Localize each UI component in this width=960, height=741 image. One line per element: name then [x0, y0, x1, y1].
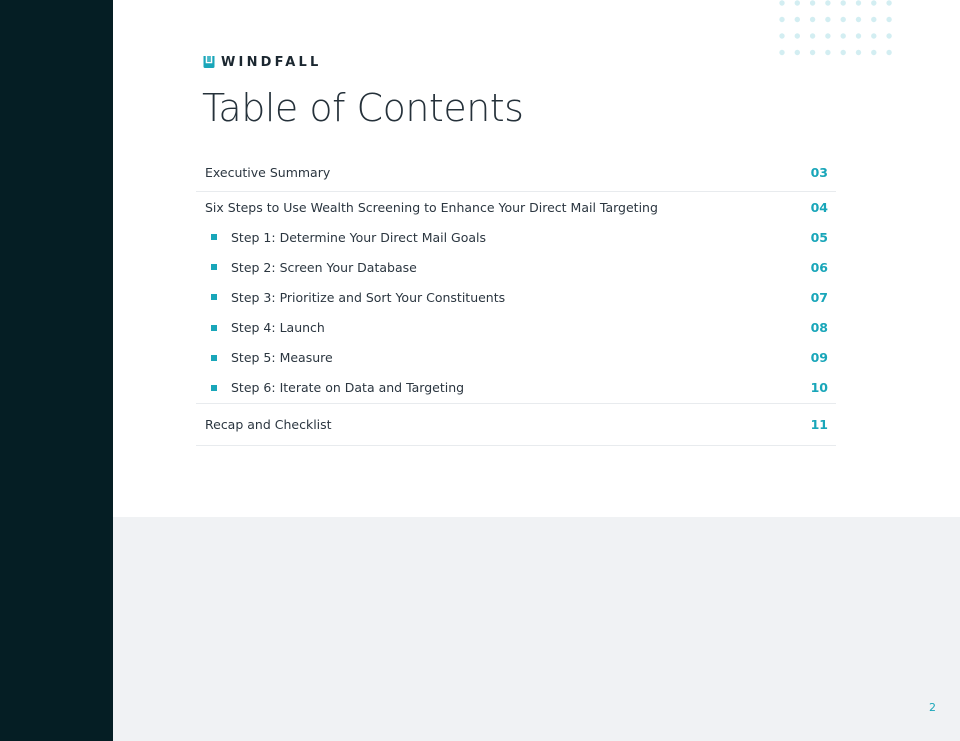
decorative-dot	[856, 33, 861, 38]
table-of-contents	[196, 153, 836, 446]
left-sidebar-band	[0, 0, 113, 741]
square-bullet-icon	[211, 325, 217, 331]
brand-name: WINDFALL	[221, 54, 322, 70]
decorative-dot	[825, 50, 830, 55]
decorative-dot	[810, 50, 815, 55]
toc-entry-label: Step 6: Iterate on Data and Targeting	[231, 380, 465, 396]
decorative-dot	[871, 17, 876, 22]
decorative-dot	[825, 0, 830, 5]
toc-entry-label: Executive Summary	[205, 164, 331, 180]
decorative-dot	[841, 50, 846, 55]
toc-entry-step-3[interactable]	[196, 282, 836, 312]
toc-entry-label: Recap and Checklist	[205, 416, 332, 432]
brand-logo	[203, 54, 321, 70]
toc-entry-label: Step 5: Measure	[231, 350, 333, 366]
page-title: Table of Contents	[202, 86, 524, 130]
decorative-dot	[856, 17, 861, 22]
decorative-dot	[810, 0, 815, 5]
decorative-dot	[779, 33, 784, 38]
toc-page-number: 07	[810, 289, 828, 305]
decorative-dot	[886, 0, 891, 5]
decorative-dot	[795, 17, 800, 22]
toc-entry-step-6[interactable]	[196, 373, 836, 404]
toc-page-number: 08	[810, 320, 828, 336]
toc-entry-executive-summary[interactable]	[196, 153, 836, 192]
decorative-dot	[856, 50, 861, 55]
toc-entry-label: Step 3: Prioritize and Sort Your Constituents	[231, 289, 506, 305]
toc-page-number: 11	[810, 416, 828, 432]
toc-page-number: 05	[810, 229, 828, 245]
toc-page-number: 09	[810, 350, 828, 366]
toc-page-number: 04	[810, 200, 828, 215]
decorative-dot	[886, 33, 891, 38]
toc-page-number: 03	[810, 164, 828, 180]
decorative-dot	[825, 17, 830, 22]
decorative-dot	[779, 50, 784, 55]
decorative-dot	[779, 17, 784, 22]
decorative-dot	[841, 17, 846, 22]
toc-entry-label: Step 2: Screen Your Database	[231, 259, 417, 275]
windfall-logo-icon	[203, 56, 215, 68]
square-bullet-icon	[211, 264, 217, 270]
square-bullet-icon	[211, 234, 217, 240]
decorative-dot	[886, 50, 891, 55]
toc-page-number: 10	[810, 380, 828, 396]
toc-entry-label: Step 1: Determine Your Direct Mail Goals	[231, 229, 487, 245]
toc-entry-step-5[interactable]	[196, 343, 836, 373]
toc-entry-step-1[interactable]	[196, 222, 836, 252]
decorative-dot	[825, 33, 830, 38]
decorative-dot	[871, 50, 876, 55]
toc-entry-step-2[interactable]	[196, 252, 836, 282]
decorative-dot-grid	[775, 0, 895, 60]
decorative-dot	[795, 0, 800, 5]
decorative-dot	[795, 50, 800, 55]
toc-entry-label: Six Steps to Use Wealth Screening to Enhance Your Direct Mail Targeting	[205, 200, 658, 215]
toc-entry-label: Step 4: Launch	[231, 320, 325, 336]
toc-entry-step-4[interactable]	[196, 313, 836, 343]
toc-page-number: 06	[810, 259, 828, 275]
decorative-dot	[871, 0, 876, 5]
decorative-dot	[841, 33, 846, 38]
square-bullet-icon	[211, 294, 217, 300]
decorative-dot	[886, 17, 891, 22]
toc-entry-recap[interactable]	[196, 404, 836, 446]
decorative-dot	[810, 17, 815, 22]
decorative-dot	[856, 0, 861, 5]
square-bullet-icon	[211, 385, 217, 391]
decorative-dot	[841, 0, 846, 5]
page-number: 2	[929, 701, 936, 714]
toc-entry-six-steps[interactable]	[196, 192, 836, 222]
bottom-background-band	[113, 517, 960, 741]
decorative-dot	[795, 33, 800, 38]
square-bullet-icon	[211, 355, 217, 361]
decorative-dot	[871, 33, 876, 38]
decorative-dot	[810, 33, 815, 38]
decorative-dot	[779, 0, 784, 5]
